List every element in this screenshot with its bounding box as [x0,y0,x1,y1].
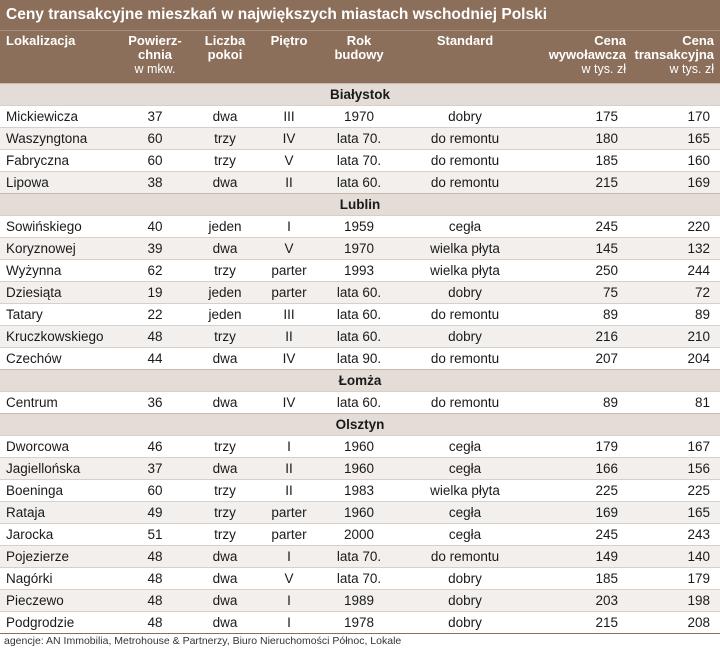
cell-cena-transakcyjna: 167 [687,439,710,454]
cell-powierzchnia: 44 [147,351,163,366]
cell-lokalizacja: Fabryczna [6,153,70,168]
cell-standard: do remontu [430,307,500,322]
table-row [0,149,720,171]
cell-standard: dobry [448,285,482,300]
cell-cena-wywolawcza: 245 [595,219,618,234]
cell-rok-budowy: 1983 [343,483,375,498]
cell-liczba-pokoi: trzy [214,153,236,168]
cell-cena-wywolawcza: 216 [595,329,618,344]
cell-cena-transakcyjna: 179 [687,571,710,586]
header-standard: Standard [436,33,494,48]
cell-rok-budowy: lata 60. [336,175,382,190]
cell-cena-wywolawcza: 175 [595,109,618,124]
cell-pietro: I [287,593,291,608]
cell-standard: dobry [448,615,482,630]
cell-lokalizacja: Czechów [6,351,62,366]
cell-powierzchnia: 48 [147,615,163,630]
cell-powierzchnia: 36 [147,395,163,410]
source-footer: agencje: AN Immobilia, Metrohouse & Partnerzy, Biuro Nieruchomości Północ, Lokale [0,633,720,649]
cell-powierzchnia: 37 [147,461,163,476]
cell-pietro: parter [271,263,307,278]
cell-cena-transakcyjna: 140 [687,549,710,564]
cell-cena-transakcyjna: 156 [687,461,710,476]
cell-rok-budowy: lata 60. [336,307,382,322]
cell-lokalizacja: Pojezierze [6,549,70,564]
cell-liczba-pokoi: trzy [214,505,236,520]
cell-liczba-pokoi: dwa [212,395,238,410]
table-row [0,105,720,127]
cell-rok-budowy: lata 70. [336,131,382,146]
cell-cena-transakcyjna: 165 [687,131,710,146]
cell-powierzchnia: 51 [147,527,163,542]
table-row [0,215,720,237]
cell-liczba-pokoi: trzy [214,329,236,344]
cell-cena-wywolawcza: 225 [595,483,618,498]
cell-standard: do remontu [430,549,500,564]
cell-cena-transakcyjna: 198 [687,593,710,608]
cell-cena-transakcyjna: 210 [687,329,710,344]
cell-powierzchnia: 60 [147,131,163,146]
table-row [0,435,720,457]
cell-pietro: II [285,461,293,476]
cell-lokalizacja: Kruczkowskiego [6,329,104,344]
cell-cena-wywolawcza: 203 [595,593,618,608]
cell-liczba-pokoi: trzy [214,527,236,542]
table-row [0,391,720,413]
table-row [0,501,720,523]
cell-cena-transakcyjna: 81 [694,395,710,410]
section-header: Białystok [0,83,720,105]
cell-pietro: IV [282,131,296,146]
cell-liczba-pokoi: dwa [212,175,238,190]
cell-lokalizacja: Dworcowa [6,439,70,454]
cell-cena-transakcyjna: 208 [687,615,710,630]
cell-liczba-pokoi: dwa [212,593,238,608]
cell-pietro: parter [271,505,307,520]
table-row [0,589,720,611]
cell-liczba-pokoi: trzy [214,263,236,278]
cell-rok-budowy: lata 90. [336,351,382,366]
cell-lokalizacja: Sowińskiego [6,219,82,234]
cell-lokalizacja: Centrum [6,395,58,410]
cell-liczba-pokoi: dwa [212,549,238,564]
cell-pietro: parter [271,527,307,542]
cell-pietro: III [283,109,295,124]
cell-standard: wielka płyta [430,241,500,256]
cell-standard: do remontu [430,395,500,410]
cell-standard: cegła [448,527,482,542]
cell-standard: dobry [448,329,482,344]
cell-lokalizacja: Mickiewicza [6,109,79,124]
cell-lokalizacja: Jagiellońska [6,461,81,476]
cell-lokalizacja: Nagórki [6,571,53,586]
cell-cena-transakcyjna: 170 [687,109,710,124]
cell-pietro: I [287,549,291,564]
cell-cena-wywolawcza: 215 [595,615,618,630]
table-row [0,281,720,303]
cell-powierzchnia: 48 [147,593,163,608]
cell-rok-budowy: 1978 [343,615,375,630]
cell-cena-transakcyjna: 244 [687,263,710,278]
cell-powierzchnia: 60 [147,483,163,498]
cell-cena-wywolawcza: 180 [595,131,618,146]
cell-cena-wywolawcza: 245 [595,527,618,542]
cell-lokalizacja: Lipowa [6,175,49,190]
cell-cena-transakcyjna: 160 [687,153,710,168]
cell-standard: dobry [448,593,482,608]
table-row [0,479,720,501]
cell-cena-wywolawcza: 207 [595,351,618,366]
cell-cena-wywolawcza: 89 [602,395,618,410]
header-cena-transakcyjna: Cena transakcyjna w tys. zł [634,33,714,76]
cell-cena-wywolawcza: 185 [595,571,618,586]
cell-cena-wywolawcza: 145 [595,241,618,256]
cell-powierzchnia: 40 [147,219,163,234]
cell-standard: cegła [448,439,482,454]
cell-standard: do remontu [430,351,500,366]
cell-rok-budowy: 1993 [343,263,375,278]
section-header: Olsztyn [0,413,720,435]
cell-rok-budowy: lata 60. [336,329,382,344]
cell-pietro: II [285,483,293,498]
cell-powierzchnia: 37 [147,109,163,124]
table-row [0,611,720,633]
cell-cena-wywolawcza: 179 [595,439,618,454]
cell-lokalizacja: Waszyngtona [6,131,88,146]
cell-liczba-pokoi: dwa [212,109,238,124]
cell-pietro: V [284,241,294,256]
table-row [0,237,720,259]
cell-standard: wielka płyta [430,263,500,278]
cell-powierzchnia: 38 [147,175,163,190]
cell-pietro: IV [282,395,296,410]
cell-powierzchnia: 62 [147,263,163,278]
table-row [0,127,720,149]
cell-liczba-pokoi: dwa [212,615,238,630]
cell-standard: cegła [448,505,482,520]
cell-cena-transakcyjna: 243 [687,527,710,542]
cell-rok-budowy: 1960 [343,505,375,520]
cell-powierzchnia: 19 [147,285,163,300]
cell-pietro: I [287,439,291,454]
table-row [0,259,720,281]
cell-cena-wywolawcza: 250 [595,263,618,278]
cell-cena-wywolawcza: 166 [595,461,618,476]
cell-pietro: II [285,329,293,344]
cell-powierzchnia: 48 [147,571,163,586]
cell-rok-budowy: lata 60. [336,285,382,300]
cell-powierzchnia: 60 [147,153,163,168]
cell-rok-budowy: 1970 [343,109,375,124]
cell-pietro: I [287,219,291,234]
cell-cena-wywolawcza: 89 [602,307,618,322]
cell-standard: do remontu [430,131,500,146]
cell-pietro: V [284,153,294,168]
table-row [0,457,720,479]
cell-standard: cegła [448,219,482,234]
table-row [0,567,720,589]
cell-lokalizacja: Pieczewo [6,593,64,608]
header-liczba-pokoi: Liczba pokoi [204,33,246,62]
cell-pietro: I [287,615,291,630]
cell-cena-wywolawcza: 149 [595,549,618,564]
header-powierzchnia: Powierz- chnia w mkw. [128,33,182,76]
cell-liczba-pokoi: dwa [212,241,238,256]
cell-pietro: III [283,307,295,322]
section-header: Lublin [0,193,720,215]
cell-rok-budowy: 1989 [343,593,375,608]
cell-liczba-pokoi: dwa [212,571,238,586]
cell-pietro: IV [282,351,296,366]
cell-powierzchnia: 48 [147,329,163,344]
cell-rok-budowy: 1959 [343,219,375,234]
cell-cena-transakcyjna: 165 [687,505,710,520]
table-row [0,303,720,325]
header-cena-wywolawcza: Cena wywoławcza w tys. zł [548,33,626,76]
cell-cena-transakcyjna: 204 [687,351,710,366]
cell-liczba-pokoi: dwa [212,351,238,366]
cell-lokalizacja: Podgrodzie [6,615,75,630]
cell-liczba-pokoi: trzy [214,131,236,146]
cell-cena-wywolawcza: 185 [595,153,618,168]
cell-lokalizacja: Jarocka [6,527,54,542]
cell-rok-budowy: 1960 [343,461,375,476]
cell-liczba-pokoi: dwa [212,461,238,476]
table-title: Ceny transakcyjne mieszkań w największych miastach wschodniej Polski [0,0,720,30]
cell-standard: do remontu [430,153,500,168]
cell-standard: do remontu [430,175,500,190]
cell-pietro: parter [271,285,307,300]
table-row [0,325,720,347]
cell-cena-wywolawcza: 215 [595,175,618,190]
cell-rok-budowy: 2000 [343,527,375,542]
header-lokalizacja: Lokalizacja [6,33,76,48]
table-row [0,545,720,567]
cell-lokalizacja: Tatary [6,307,43,322]
cell-cena-transakcyjna: 169 [687,175,710,190]
cell-standard: cegła [448,461,482,476]
cell-powierzchnia: 48 [147,549,163,564]
cell-cena-transakcyjna: 72 [694,285,710,300]
cell-powierzchnia: 39 [147,241,163,256]
table-row [0,171,720,193]
cell-powierzchnia: 49 [147,505,163,520]
cell-cena-transakcyjna: 89 [694,307,710,322]
cell-liczba-pokoi: jeden [208,219,242,234]
cell-rok-budowy: 1970 [343,241,375,256]
header-rok-budowy: Rok budowy [334,33,384,62]
cell-liczba-pokoi: trzy [214,483,236,498]
cell-cena-wywolawcza: 169 [595,505,618,520]
table-row [0,523,720,545]
cell-rok-budowy: lata 60. [336,395,382,410]
cell-pietro: V [284,571,294,586]
header-pietro: Piętro [270,33,308,48]
cell-cena-transakcyjna: 220 [687,219,710,234]
cell-standard: wielka płyta [430,483,500,498]
cell-rok-budowy: 1960 [343,439,375,454]
cell-standard: dobry [448,109,482,124]
section-header: Łomża [0,369,720,391]
cell-lokalizacja: Rataja [6,505,46,520]
table-body [0,83,720,633]
cell-cena-wywolawcza: 75 [602,285,618,300]
cell-cena-transakcyjna: 225 [687,483,710,498]
cell-rok-budowy: lata 70. [336,153,382,168]
cell-lokalizacja: Wyżynna [6,263,62,278]
cell-pietro: II [285,175,293,190]
table-header [0,30,720,83]
cell-liczba-pokoi: jeden [208,285,242,300]
cell-rok-budowy: lata 70. [336,549,382,564]
cell-cena-transakcyjna: 132 [687,241,710,256]
cell-standard: dobry [448,571,482,586]
cell-lokalizacja: Dziesiąta [6,285,62,300]
table-row [0,347,720,369]
cell-lokalizacja: Koryznowej [6,241,76,256]
cell-liczba-pokoi: trzy [214,439,236,454]
cell-rok-budowy: lata 70. [336,571,382,586]
cell-lokalizacja: Boeninga [6,483,64,498]
cell-liczba-pokoi: jeden [208,307,242,322]
cell-powierzchnia: 46 [147,439,163,454]
cell-powierzchnia: 22 [147,307,163,322]
